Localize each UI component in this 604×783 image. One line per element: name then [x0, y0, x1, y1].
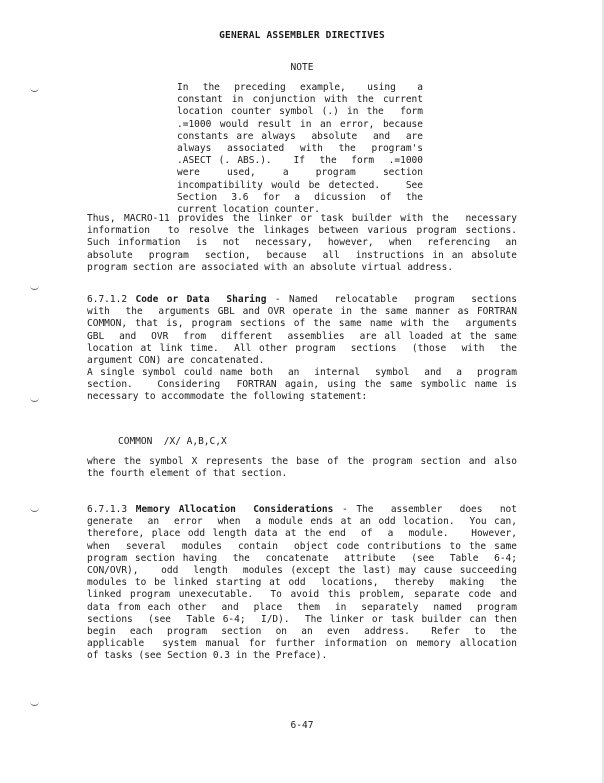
text-line: when several modules contain object code contributions to the same [87, 540, 517, 552]
text-line: sections (see Table 6-4; I/D). The linker or task builder can then [87, 613, 517, 625]
text-line: absolute program section, because all instructions in an absolute [87, 249, 517, 261]
section-number: 6.7.1.3 [87, 504, 128, 515]
note-block [177, 82, 423, 216]
text-line: linked program unexecutable. To avoid this problem, separate code and [87, 589, 517, 601]
text-line: GBL and OVR from different assemblies are all loaded at the same [87, 330, 517, 342]
text-line: CON/OVR), odd length modules (except the last) may cause succeeding [87, 564, 517, 576]
section-title: Code or Data Sharing [135, 294, 267, 305]
paragraph-single-symbol [87, 367, 517, 404]
text-line: information to resolve the linkages between various program sections. [87, 225, 517, 237]
margin-mark [30, 284, 39, 290]
text-line: of tasks (see Section 0.3 in the Preface). [87, 650, 328, 662]
section-code-data-sharing [87, 294, 517, 367]
text-line: .ASECT (. ABS.). If the form .=1000 [177, 155, 423, 167]
text-line: section. Considering FORTRAN again, using the same symbolic name is [87, 379, 517, 391]
text-line: COMMON, that is, program sections of the same name with the arguments [87, 318, 517, 330]
text-line: Such information is not necessary, however, when referencing an [87, 237, 517, 249]
text-line: generate an error when a module ends at an odd location. You can, [87, 516, 517, 528]
text-line: Section 3.6 for a dicussion of the [177, 191, 423, 203]
text-line: data from each other and place them in separately named program [87, 601, 517, 613]
text-line: where the symbol X represents the base of the program section and also [87, 456, 517, 467]
text-line: necessary to accommodate the following statement: [87, 391, 368, 403]
margin-mark [30, 700, 39, 706]
section-heading-line [87, 504, 517, 516]
section-memory-allocation [87, 504, 517, 662]
text-line: constants are always absolute and are [177, 130, 423, 142]
text-line: location at link time. All other program sections (those with the [87, 342, 517, 354]
paragraph-symbol-x [87, 456, 517, 480]
code-statement: COMMON /X/ A,B,C,X [118, 436, 227, 447]
margin-mark [30, 506, 39, 512]
text-line: incompatibility would be detected. See [177, 179, 423, 191]
text-line: location counter symbol (.) in the form [177, 106, 423, 118]
section-number: 6.7.1.2 [87, 294, 128, 305]
page-title: GENERAL ASSEMBLER DIRECTIVES [219, 30, 385, 41]
text-line: argument CON) are concatenated. [87, 354, 265, 366]
section-heading-rest: - The assembler does not [333, 504, 517, 515]
section-heading-rest: - Named relocatable program sections [266, 294, 517, 305]
text-line: always associated with the program's [177, 142, 423, 154]
text-line: therefore, place odd length data at the end of a module. However, [87, 528, 517, 540]
paragraph-linker-info [87, 213, 517, 274]
margin-mark [30, 86, 39, 92]
text-line: A single symbol could name both an internal symbol and a program [87, 367, 517, 378]
text-line: program section are associated with an absolute virtual address. [87, 261, 454, 273]
text-line: were used, a program section [177, 167, 423, 179]
section-heading-line [87, 294, 517, 306]
section-title: Memory Allocation Considerations [135, 504, 334, 515]
text-line: In the preceding example, using a [177, 82, 423, 93]
text-line: .=1000 would result in an error, because [177, 118, 423, 130]
text-line: modules to be linked starting at odd locations, thereby making the [87, 577, 517, 589]
text-line: constant in conjunction with the current [177, 94, 423, 106]
margin-mark [30, 396, 39, 402]
text-line: begin each program section on an even address. Refer to the [87, 625, 517, 637]
page-number: 6-47 [290, 720, 314, 731]
text-line: Thus, MACRO-11 provides the linker or task builder with the necessary [87, 213, 517, 224]
note-heading: NOTE [290, 62, 314, 73]
text-line: with the arguments GBL and OVR operate in the same manner as FORTRAN [87, 306, 517, 318]
text-line: current location counter. [177, 203, 320, 215]
text-line: program section having the concatenate attribute (see Table 6-4; [87, 552, 517, 564]
text-line: applicable system manual for further information on memory allocation [87, 638, 517, 650]
text-line: the fourth element of that section. [87, 468, 288, 480]
